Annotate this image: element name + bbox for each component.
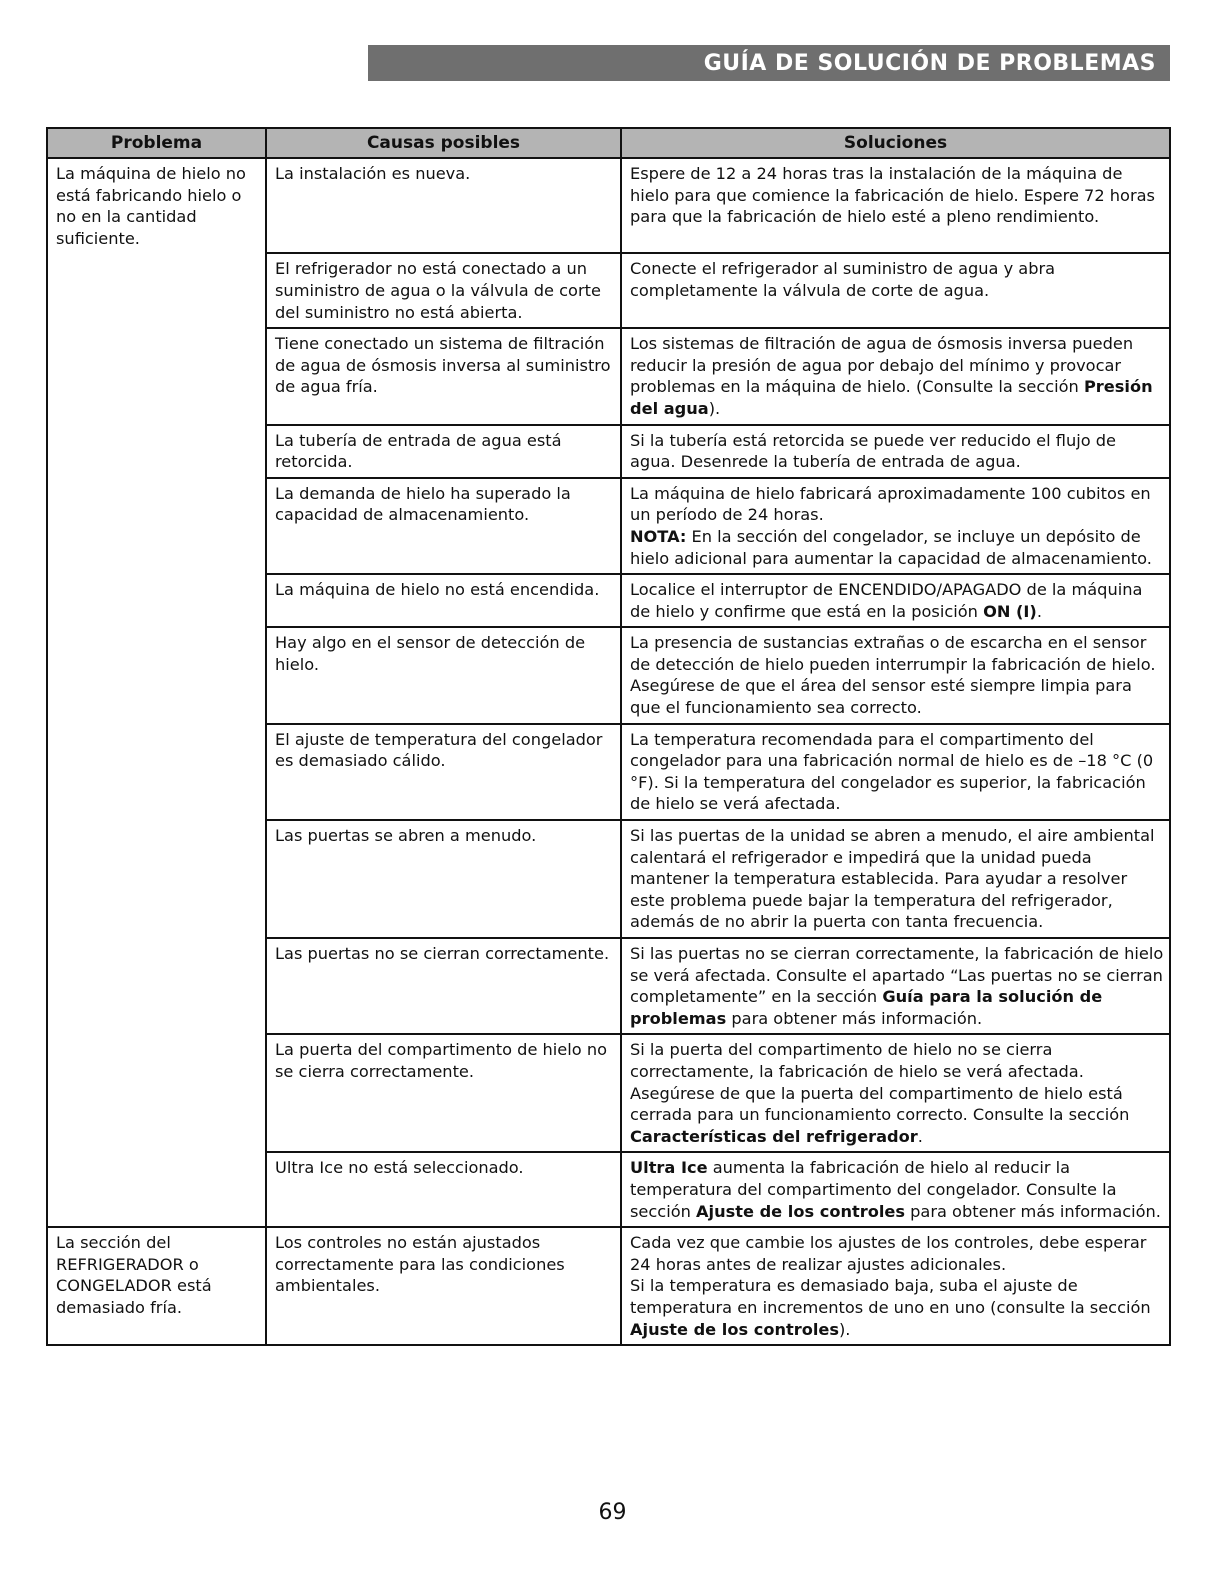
- problem-cell: [47, 478, 266, 574]
- cause-cell: La puerta del compartimento de hielo no se cierra correctamente.: [266, 1034, 621, 1152]
- table-row: [47, 425, 1170, 478]
- solution-cell: [621, 820, 1170, 938]
- problem-cell: [47, 938, 266, 1034]
- table-row: [47, 478, 1170, 574]
- cause-cell: El ajuste de temperatura del congelador es demasiado cálido.: [266, 724, 621, 820]
- page-number: 69: [598, 1500, 627, 1525]
- solution-text: aumenta la fabricación de hielo al reducir la temperatura del compartimento del congelador. Consulte la sección: [630, 1158, 1117, 1221]
- table-row: [47, 158, 1170, 253]
- table-row: [47, 627, 1170, 723]
- solution-text: Si la puerta del compartimento de hielo no se cierra correctamente, la fabricación de hielo se verá afectada. Asegúrese de que la puerta del compartimento de hielo está cerrada para un funcionamiento correcto. Consulte la sección: [630, 1040, 1130, 1125]
- problem-cell: [47, 627, 266, 723]
- problem-cell: La máquina de hielo no está fabricando hielo o no en la cantidad suficiente.: [47, 158, 266, 253]
- solution-cell: [621, 938, 1170, 1034]
- solution-cell: [621, 253, 1170, 328]
- table-row: [47, 328, 1170, 424]
- solution-text: para obtener más información.: [726, 1008, 983, 1028]
- solution-text: La temperatura recomendada para el compartimento del congelador para una fabricación normal de hielo es de –18 °C (0 °F). Si la temperatura del congelador es superior, la fabricación de hielo se verá afectada.: [630, 729, 1154, 814]
- solution-text: Cada vez que cambie los ajustes de los controles, debe esperar 24 horas antes de realizar ajustes adicionales.: [630, 1233, 1147, 1274]
- solution-text: Espere de 12 a 24 horas tras la instalación de la máquina de hielo para que comience la fabricación de hielo. Espere 72 horas para que la fabricación de hielo esté a pleno rendimiento.: [630, 164, 1155, 227]
- problem-cell: [47, 1152, 266, 1227]
- problem-cell: La sección del REFRIGERADOR o CONGELADOR está demasiado fría.: [47, 1227, 266, 1345]
- cause-cell: La tubería de entrada de agua está retorcida.: [266, 425, 621, 478]
- solution-emphasis: Presión del agua: [630, 377, 1153, 418]
- table-row: [47, 724, 1170, 820]
- table-body: [47, 158, 1170, 1345]
- section-banner: [368, 45, 1170, 81]
- solution-text: .: [917, 1126, 923, 1146]
- solution-emphasis: Características del refrigerador: [630, 1126, 918, 1146]
- cause-cell: Ultra Ice no está seleccionado.: [266, 1152, 621, 1227]
- table-row: [47, 1034, 1170, 1152]
- cause-cell: Hay algo en el sensor de detección de hielo.: [266, 627, 621, 723]
- cause-cell: Los controles no están ajustados correctamente para las condiciones ambientales.: [266, 1227, 621, 1345]
- solution-cell: [621, 328, 1170, 424]
- problem-cell: [47, 328, 266, 424]
- cause-cell: Las puertas no se cierran correctamente.: [266, 938, 621, 1034]
- table-row: [47, 574, 1170, 627]
- solution-text: .: [1036, 601, 1042, 621]
- cause-cell: La instalación es nueva.: [266, 158, 621, 253]
- problem-cell: [47, 253, 266, 328]
- solution-cell: [621, 627, 1170, 723]
- column-header-causes: Causas posibles: [266, 128, 621, 158]
- table-row: [47, 1227, 1170, 1345]
- solution-text: Si la tubería está retorcida se puede ver reducido el flujo de agua. Desenrede la tubería de entrada de agua.: [630, 430, 1116, 472]
- solution-cell: [621, 478, 1170, 574]
- solution-cell: [621, 574, 1170, 627]
- solution-text: Conecte el refrigerador al suministro de agua y abra completamente la válvula de corte de agua.: [630, 259, 1056, 300]
- cause-cell: El refrigerador no está conectado a un suministro de agua o la válvula de corte del suministro no está abierta.: [266, 253, 621, 328]
- problem-cell: [47, 1034, 266, 1152]
- troubleshooting-table: [46, 127, 1171, 1346]
- solution-text: La máquina de hielo fabricará aproximadamente 100 cubitos en un período de 24 horas.: [630, 483, 1151, 525]
- solution-cell: [621, 158, 1170, 253]
- solution-cell: [621, 1227, 1170, 1345]
- solution-text: Si la temperatura es demasiado baja, suba el ajuste de temperatura en incrementos de uno en uno (consulte la sección: [630, 1276, 1151, 1317]
- solution-emphasis: Ultra Ice: [630, 1158, 708, 1178]
- table-row: [47, 253, 1170, 328]
- solution-text: La presencia de sustancias extrañas o de escarcha en el sensor de detección de hielo pueden interrumpir la fabricación de hielo. Asegúrese de que el área del sensor esté siempre limpia para que el funcionamiento sea correcto.: [630, 633, 1156, 718]
- problem-cell: [47, 820, 266, 938]
- solution-emphasis: Ajuste de los controles: [696, 1201, 905, 1221]
- solution-cell: [621, 1152, 1170, 1227]
- solution-text: ).: [708, 398, 721, 418]
- cause-cell: Las puertas se abren a menudo.: [266, 820, 621, 938]
- solution-emphasis: ON (I): [983, 601, 1037, 621]
- solution-text: Localice el interruptor de ENCENDIDO/APAGADO de la máquina de hielo y confirme que está en la posición: [630, 580, 1143, 621]
- solution-text: ).: [838, 1319, 851, 1339]
- table-row: [47, 820, 1170, 938]
- banner-title: GUÍA DE SOLUCIÓN DE PROBLEMAS: [703, 50, 1156, 76]
- solution-text: para obtener más información.: [904, 1201, 1161, 1221]
- solution-cell: [621, 425, 1170, 478]
- problem-cell: [47, 574, 266, 627]
- problem-cell: [47, 724, 266, 820]
- column-header-problem: Problema: [47, 128, 266, 158]
- solution-text: Si las puertas no se cierran correctamente, la fabricación de hielo se verá afectada. Consulte el apartado “Las puertas no se cierran completamente” en la sección: [630, 944, 1164, 1007]
- problem-cell: [47, 425, 266, 478]
- table-row: [47, 1152, 1170, 1227]
- cause-cell: La máquina de hielo no está encendida.: [266, 574, 621, 627]
- solution-text: Los sistemas de filtración de agua de ósmosis inversa pueden reducir la presión de agua por debajo del mínimo y provocar problemas en la máquina de hielo. (Consulte la sección: [630, 334, 1134, 397]
- cause-cell: La demanda de hielo ha superado la capacidad de almacenamiento.: [266, 478, 621, 574]
- solution-emphasis: Ajuste de los controles: [630, 1319, 839, 1339]
- solution-cell: [621, 1034, 1170, 1152]
- solution-emphasis: NOTA:: [630, 526, 687, 546]
- column-header-solutions: Soluciones: [621, 128, 1170, 158]
- cause-cell: Tiene conectado un sistema de filtración de agua de ósmosis inversa al suministro de agua fría.: [266, 328, 621, 424]
- table-row: [47, 938, 1170, 1034]
- solution-emphasis: Guía para la solución de problemas: [630, 987, 1103, 1028]
- solution-text: En la sección del congelador, se incluye un depósito de hielo adicional para aumentar la capacidad de almacenamiento.: [630, 526, 1152, 568]
- table-header-row: [47, 128, 1170, 158]
- solution-text: Si las puertas de la unidad se abren a menudo, el aire ambiental calentará el refrigerador e impedirá que la unidad pueda mantener la temperatura establecida. Para ayudar a resolver este problema puede bajar la temperatura del refrigerador, además de no abrir la puerta con tanta frecuencia.: [630, 826, 1155, 932]
- solution-cell: [621, 724, 1170, 820]
